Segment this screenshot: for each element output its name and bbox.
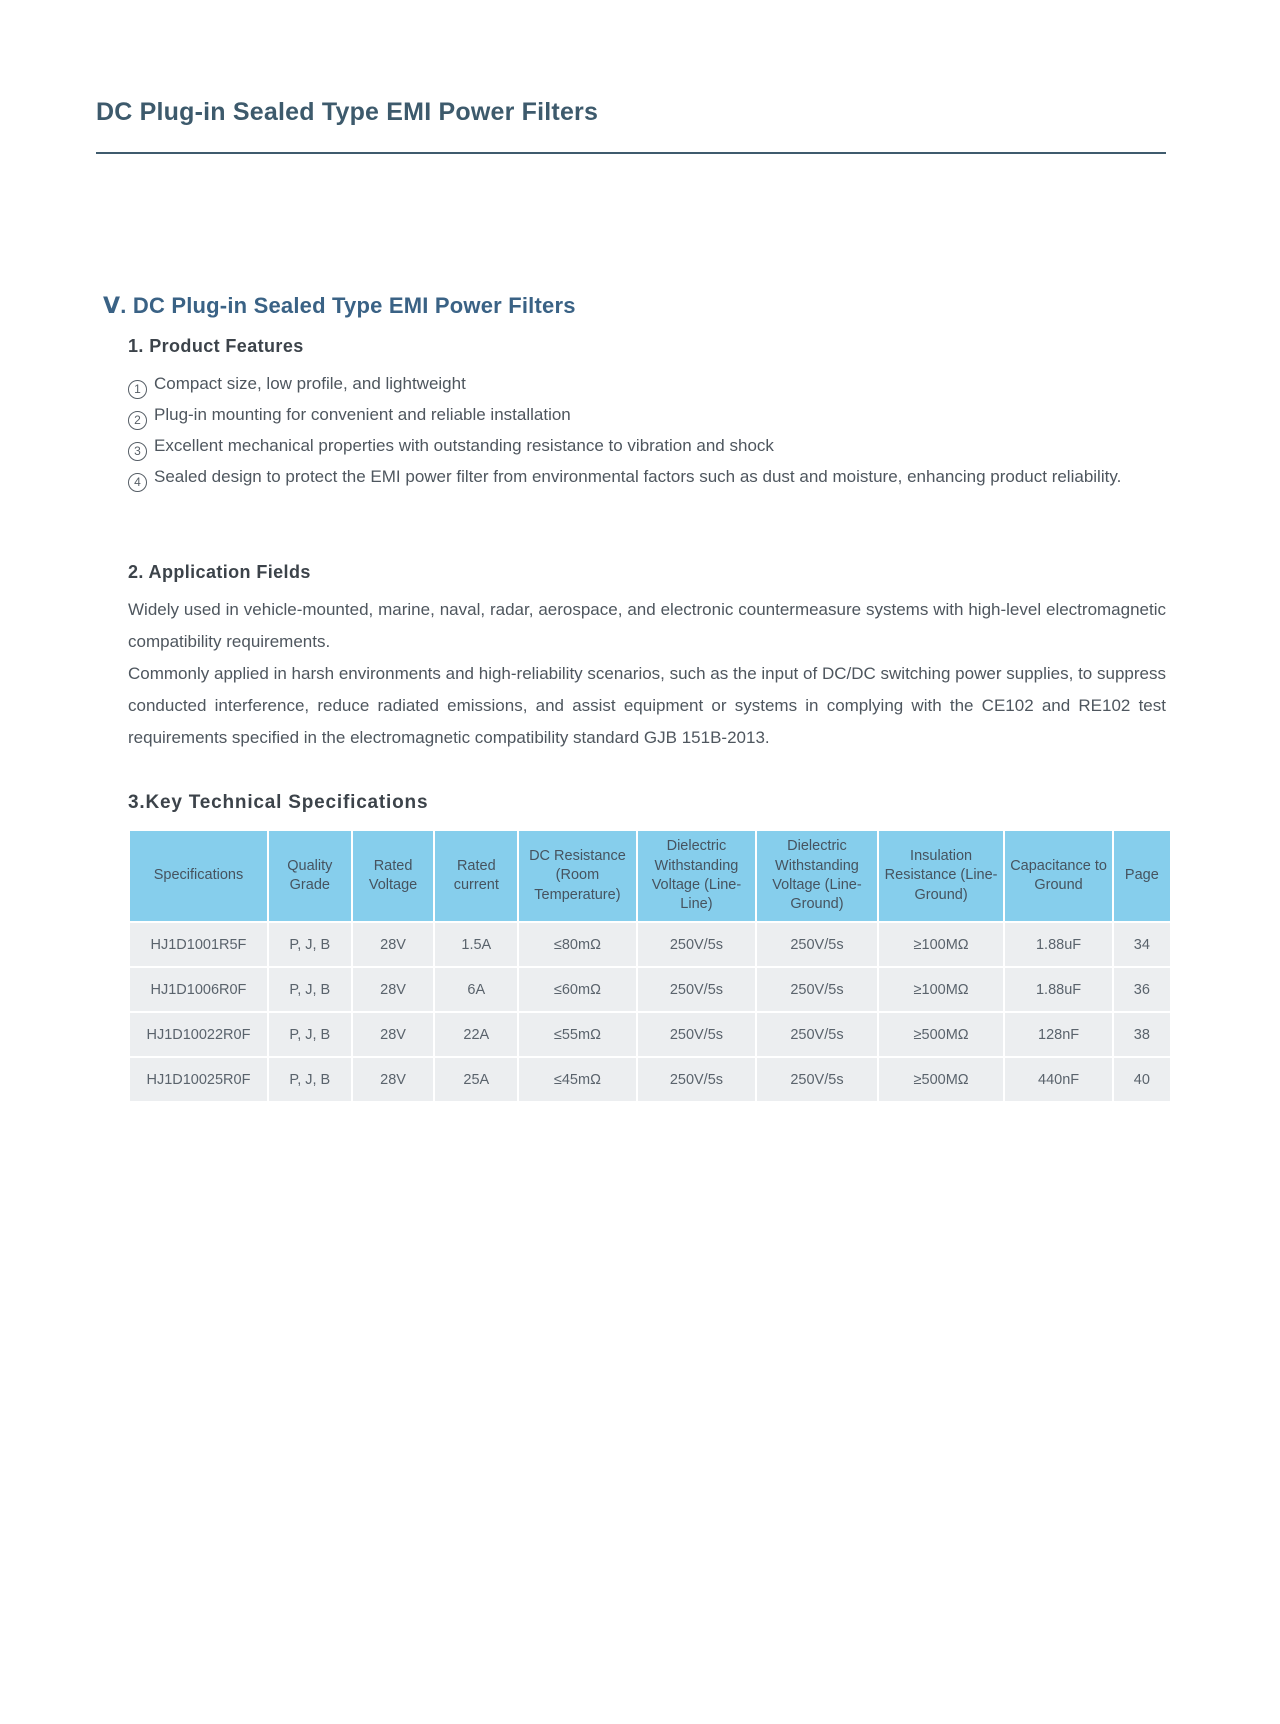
table-cell: 22A — [435, 1013, 517, 1056]
table-cell: 1.88uF — [1005, 968, 1111, 1011]
specifications-heading: 3.Key Technical Specifications — [128, 792, 429, 813]
feature-text: Plug-in mounting for convenient and reliable installation — [154, 405, 571, 424]
table-cell: 36 — [1114, 968, 1170, 1011]
table-cell: HJ1D10022R0F — [130, 1013, 267, 1056]
table-cell: ≤60mΩ — [519, 968, 636, 1011]
applications-heading: 2. Application Fields — [128, 562, 311, 582]
table-row — [130, 923, 1170, 966]
circled-number-icon: 4 — [128, 473, 147, 492]
table-cell: 250V/5s — [638, 923, 756, 966]
table-cell: 250V/5s — [638, 968, 756, 1011]
table-cell: ≤55mΩ — [519, 1013, 636, 1056]
table-cell: ≤45mΩ — [519, 1058, 636, 1101]
column-header: Insulation Resistance (Line-Ground) — [879, 831, 1004, 921]
table-cell: 440nF — [1005, 1058, 1111, 1101]
table-cell: P, J, B — [269, 1058, 351, 1101]
column-header: Dielectric Withstanding Voltage (Line-Line) — [638, 831, 756, 921]
table-cell: 1.88uF — [1005, 923, 1111, 966]
table-cell: ≥500MΩ — [879, 1058, 1004, 1101]
table-header-row — [130, 831, 1170, 921]
column-header: Rated Voltage — [353, 831, 434, 921]
specifications-table — [128, 829, 1172, 1103]
table-cell: 28V — [353, 1013, 434, 1056]
table-cell: 38 — [1114, 1013, 1170, 1056]
page-title: DC Plug-in Sealed Type EMI Power Filters — [96, 98, 599, 126]
table-cell: 25A — [435, 1058, 517, 1101]
table-cell: HJ1D1001R5F — [130, 923, 267, 966]
table-row — [130, 1013, 1170, 1056]
table-cell: 128nF — [1005, 1013, 1111, 1056]
feature-item — [128, 461, 1166, 492]
table-cell: P, J, B — [269, 1013, 351, 1056]
table-cell: 40 — [1114, 1058, 1170, 1101]
column-header: Page — [1114, 831, 1170, 921]
column-header: Rated current — [435, 831, 517, 921]
table-cell: 34 — [1114, 923, 1170, 966]
table-cell: 250V/5s — [638, 1058, 756, 1101]
feature-item — [128, 399, 1166, 430]
feature-item — [128, 368, 1166, 399]
feature-text: Sealed design to protect the EMI power filter from environmental factors such as dust and moisture, enhancing product reliability. — [154, 467, 1122, 486]
column-header: Capacitance to Ground — [1005, 831, 1111, 921]
table-cell: 28V — [353, 923, 434, 966]
table-cell: P, J, B — [269, 923, 351, 966]
table-cell: 28V — [353, 968, 434, 1011]
table-cell: 28V — [353, 1058, 434, 1101]
table-cell: 250V/5s — [757, 1013, 877, 1056]
column-header: Dielectric Withstanding Voltage (Line-Ground) — [757, 831, 877, 921]
circled-number-icon: 3 — [128, 442, 147, 461]
table-cell: 250V/5s — [757, 1058, 877, 1101]
specifications-section — [128, 792, 1166, 814]
features-heading: 1. Product Features — [128, 336, 304, 356]
table-row — [130, 968, 1170, 1011]
application-fields-section — [128, 562, 1166, 754]
table-header — [130, 831, 1170, 921]
table-cell: 6A — [435, 968, 517, 1011]
circled-number-icon: 1 — [128, 380, 147, 399]
product-features-section — [128, 336, 1166, 492]
table-cell: ≥100MΩ — [879, 923, 1004, 966]
table-cell: 250V/5s — [638, 1013, 756, 1056]
table-cell: 250V/5s — [757, 923, 877, 966]
feature-text: Excellent mechanical properties with outstanding resistance to vibration and shock — [154, 436, 774, 455]
title-divider — [96, 152, 1166, 154]
table-cell: ≥500MΩ — [879, 1013, 1004, 1056]
column-header: DC Resistance (Room Temperature) — [519, 831, 636, 921]
column-header: Specifications — [130, 831, 267, 921]
feature-text: Compact size, low profile, and lightweight — [154, 374, 466, 393]
table-row — [130, 1058, 1170, 1101]
applications-paragraph: Commonly applied in harsh environments and high-reliability scenarios, such as the input of DC/DC switching power supplies, to suppress conducted interference, reduce radiated emissions, and assist equipment or systems in complying with the CE102 and RE102 test requirements specified in the electromagnetic compatibility standard GJB 151B-2013. — [128, 664, 1166, 747]
circled-number-icon: 2 — [128, 411, 147, 430]
table-cell: HJ1D1006R0F — [130, 968, 267, 1011]
section-heading: Ⅴ. DC Plug-in Sealed Type EMI Power Filters — [103, 293, 576, 318]
column-header: Quality Grade — [269, 831, 351, 921]
table-cell: HJ1D10025R0F — [130, 1058, 267, 1101]
table-body — [130, 923, 1170, 1101]
table-cell: ≥100MΩ — [879, 968, 1004, 1011]
feature-item — [128, 430, 1166, 461]
applications-paragraph: Widely used in vehicle-mounted, marine, naval, radar, aerospace, and electronic countermeasure systems with high-level electromagnetic compatibility requirements. — [128, 600, 1166, 651]
table-cell: P, J, B — [269, 968, 351, 1011]
table-cell: 1.5A — [435, 923, 517, 966]
table-cell: ≤80mΩ — [519, 923, 636, 966]
table-cell: 250V/5s — [757, 968, 877, 1011]
